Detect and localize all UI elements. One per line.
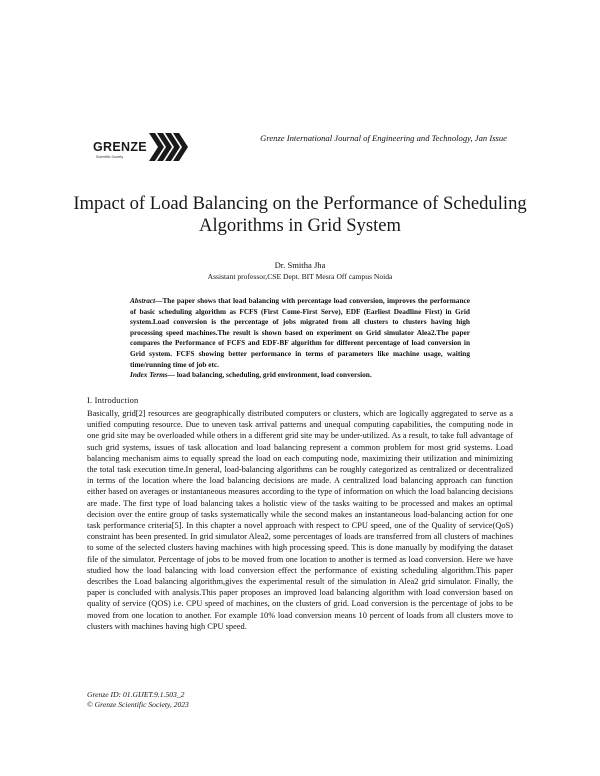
introduction-paragraph: Basically, grid[2] resources are geographically distributed computers or clusters, which are logically aggregated to serve as a unified computing resource. Due to uneven task arrival patterns and unequal computing capabilities, the computing node in one grid site may be overloaded while others in a different grid site may be under-utilized. As a result, to take full advantage of such grid systems, issues of task allocation and load balancing represent a common problem for most grid systems. Load balancing mechanism aims to equally spread the load on each computing node, maximizing their utilization and minimizing the total task execution time.In general, load-balancing algorithms can be roughly categorized as centralized or decentralized in terms of the location where the load balancing decisions are made. A centralized load balancing approach can function either based on averages or instantaneous measures according to the type of information on which the load balancing decisions are made. The first type of load balancing takes a holistic view of the tasks waiting to be processed and makes an optimal decision over the entire group of tasks systematically while the second makes an instantaneous load-balancing action for one task performance criteria[5]. In this chapter a novel approach with respect to CPU speed, one of the Quality of service(QoS) constraint has been presented. In grid simulator Alea2, some percentages of loads are transferred from all clusters of machines to some of the selected clusters having machines with high processing speed. This is done manually by modifying the dataset file of the simulator. Percentage of jobs to be moved from one location to another is termed as load conversion. Here we have studied how the load balancing with load conversion effect the performance of existing scheduling algorithm.This paper describes the Load balancing algorithm,gives the experimental result of the simulation in Alea2 grid simulator. Finally, the paper is concluded with analysis.This paper proposes an improved load balancing algorithm with load conversion based on quality of service (QOS) i.e. CPU speed of machines, on the clusters of grid. Load conversion is the percentage of jobs to be moved from one location to another. For example 10% load conversion means 10 percent of loads from all clusters move to clusters with machines having high CPU speed. (87, 409, 513, 631)
index-terms (130, 370, 470, 381)
index-terms-label: Index Terms (130, 370, 168, 379)
logo-wordmark: GRENZE (93, 140, 147, 154)
section-heading-introduction: I. Introduction (87, 396, 139, 405)
abstract-label: Abstract (130, 296, 156, 305)
abstract (130, 296, 470, 370)
author-affiliation: Assistant professor,CSE Dept. BIT Mesra Off campus Noida (207, 272, 393, 281)
grenze-id: Grenze ID: 01.GIJET.9.1.503_2 (87, 690, 185, 699)
publisher-logo (93, 133, 188, 163)
logo-subtitle: Scientific Society (96, 155, 124, 159)
paper-title: Impact of Load Balancing on the Performance of Scheduling Algorithms in Grid System (73, 193, 527, 236)
abstract-text: —The paper shows that load balancing with percentage load conversion, improves the performance of basic scheduling algorithm as FCFS (First Come-First Serve), EDF (Earliest Deadline First) in Grid system.Load conversion is the percentage of jobs migrated from all clusters to clusters having high processing speed machines.The result is shown based on experiment on Grid simulator Alea2.The paper compares the Performance of FCFS and EDF-BF algorithm for different percentage of load conversion in Grid system. FCFS showing better performance in terms of parameters like machine usage, waiting time/running time of job etc. (130, 296, 470, 369)
copyright-notice: © Grenze Scientific Society, 2023 (87, 700, 189, 709)
author-name: Dr. Smitha Jha (274, 260, 326, 270)
chevrons-icon (149, 133, 189, 161)
journal-name: Grenze International Journal of Engineering and Technology, Jan Issue (260, 133, 507, 143)
index-terms-text: — load balancing, scheduling, grid environment, load conversion. (167, 370, 372, 379)
